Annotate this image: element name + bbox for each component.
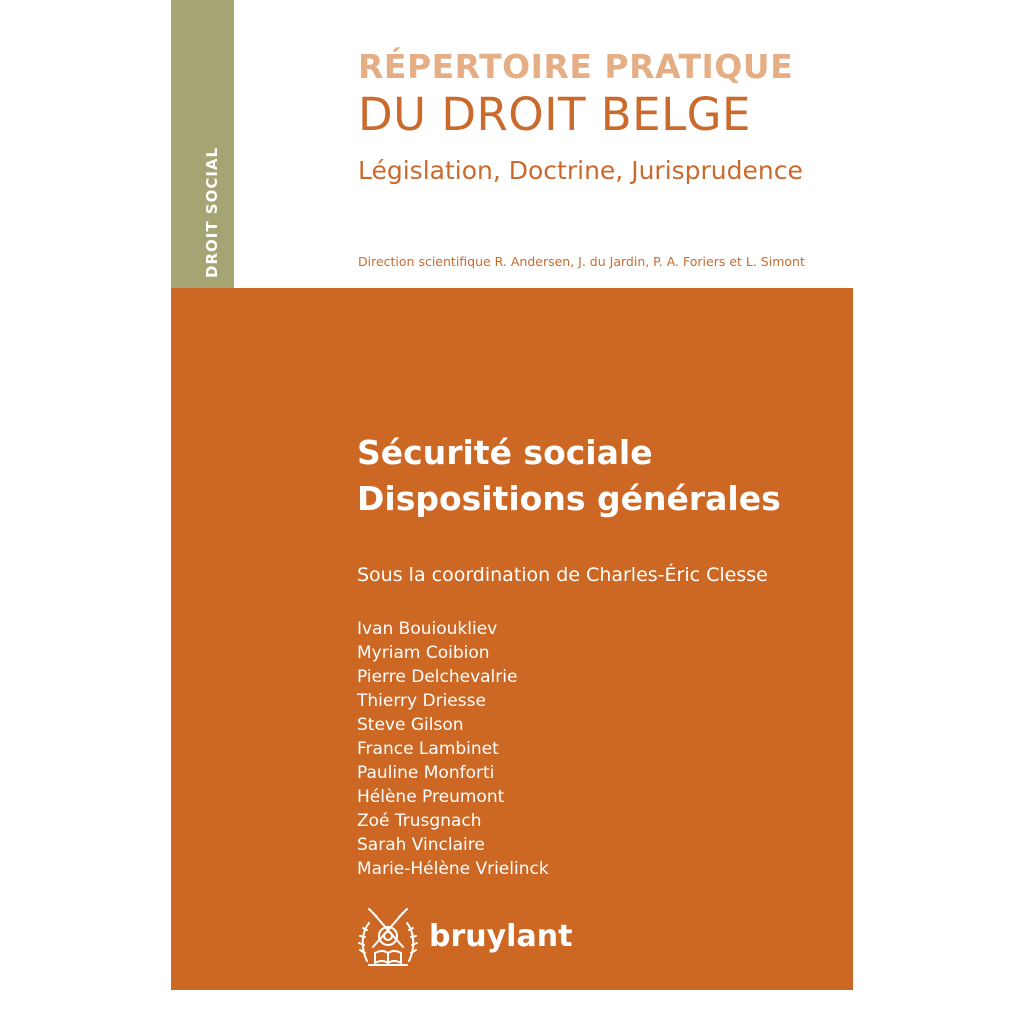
author-name: Pauline Monforti bbox=[357, 763, 495, 783]
author-name: France Lambinet bbox=[357, 739, 499, 759]
book-cover bbox=[171, 0, 853, 990]
title-panel bbox=[171, 288, 853, 990]
book-title bbox=[357, 430, 781, 522]
coordination-line: Sous la coordination de Charles-Éric Clesse bbox=[357, 564, 768, 586]
series-title-line1: RÉPERTOIRE PRATIQUE bbox=[358, 47, 794, 86]
book-title-line1: Sécurité sociale bbox=[357, 433, 653, 472]
author-name: Ivan Bouioukliev bbox=[357, 619, 498, 639]
author-name: Marie-Hélène Vrielinck bbox=[357, 859, 549, 879]
collection-label: DROIT SOCIAL bbox=[203, 146, 221, 278]
book-title-line2: Dispositions générales bbox=[357, 479, 781, 518]
publisher-name: bruylant bbox=[429, 919, 573, 954]
author-name: Myriam Coibion bbox=[357, 643, 490, 663]
author-name: Zoé Trusgnach bbox=[357, 811, 482, 831]
publisher-block bbox=[355, 903, 572, 969]
collection-band bbox=[171, 0, 234, 288]
author-name: Steve Gilson bbox=[357, 715, 464, 735]
series-title-line2: DU DROIT BELGE bbox=[358, 88, 751, 141]
bruylant-emblem-icon bbox=[355, 903, 421, 969]
series-subtitle: Législation, Doctrine, Jurisprudence bbox=[358, 156, 803, 185]
author-name: Sarah Vinclaire bbox=[357, 835, 485, 855]
author-list bbox=[357, 617, 549, 881]
scientific-direction: Direction scientifique R. Andersen, J. du Jardin, P. A. Foriers et L. Simont bbox=[358, 254, 805, 269]
author-name: Pierre Delchevalrie bbox=[357, 667, 518, 687]
author-name: Thierry Driesse bbox=[357, 691, 486, 711]
author-name: Hélène Preumont bbox=[357, 787, 505, 807]
